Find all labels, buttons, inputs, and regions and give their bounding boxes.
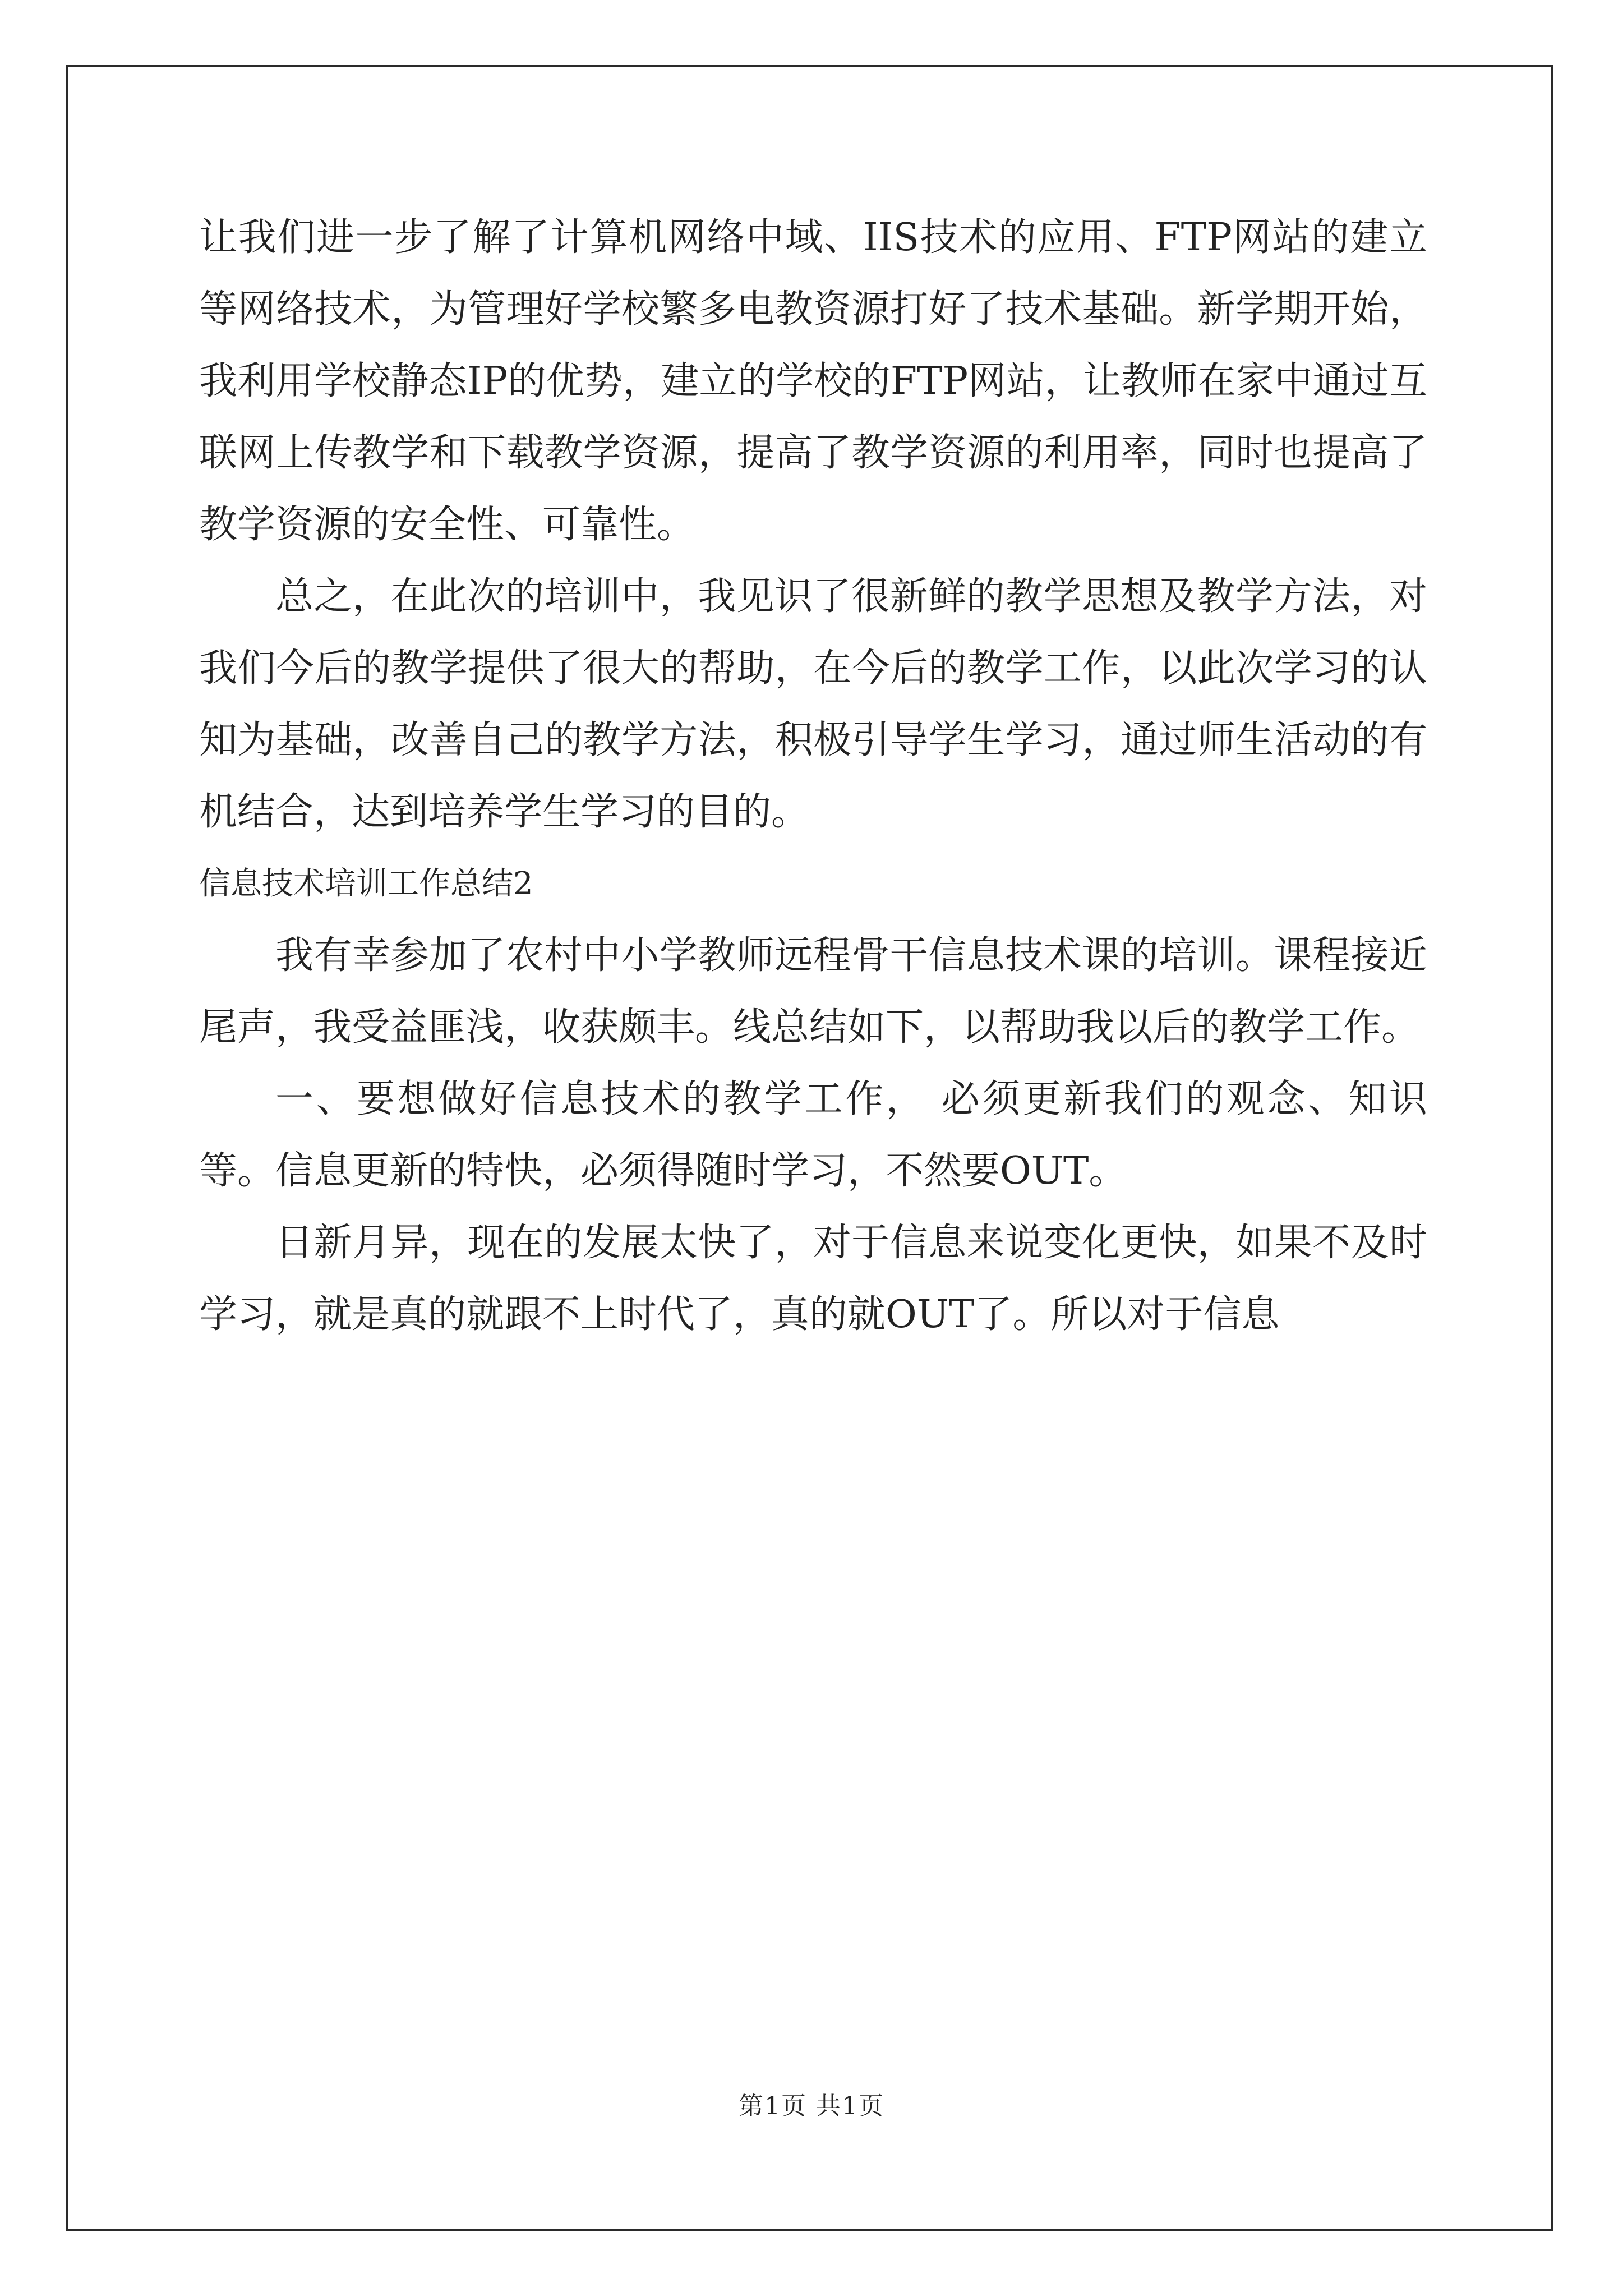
section-heading: 信息技术培训工作总结2 [199, 866, 533, 902]
body-paragraph: 让我们进一步了解了计算机网络中域、IIS技术的应用、FTP网站的建立等网络技术，为管理好学校繁多电教资源打好了技术基础。新学期开始，我利用学校静态IP的优势，建立的学校的FTP网站，让教师在家中通过互联网上传教学和下载教学资源，提高了教学资源的利用率，同时也提高了教学资源的安全性、可靠性。 [199, 215, 1427, 547]
page-footer: 第1页 共1页 [739, 2092, 884, 2120]
document-body [199, 202, 1427, 1351]
body-paragraph: 日新月异，现在的发展太快了，对于信息来说变化更快，如果不及时学习，就是真的就跟不上时代了，真的就OUT了。所以对于信息 [199, 1221, 1427, 1337]
body-paragraph: 总之，在此次的培训中，我见识了很新鲜的教学思想及教学方法，对我们今后的教学提供了很大的帮助，在今后的教学工作，以此次学习的认知为基础，改善自己的教学方法，积极引导学生学习，通过师生活动的有机结合，达到培养学生学习的目的。 [199, 574, 1427, 834]
body-paragraph: 我有幸参加了农村中小学教师远程骨干信息技术课的培训。课程接近尾声，我受益匪浅，收获颇丰。线总结如下，以帮助我以后的教学工作。 [199, 933, 1427, 1050]
body-paragraph: 一、要想做好信息技术的教学工作， 必须更新我们的观念、知识等。信息更新的特快，必须得随时学习，不然要OUT。 [199, 1077, 1427, 1193]
